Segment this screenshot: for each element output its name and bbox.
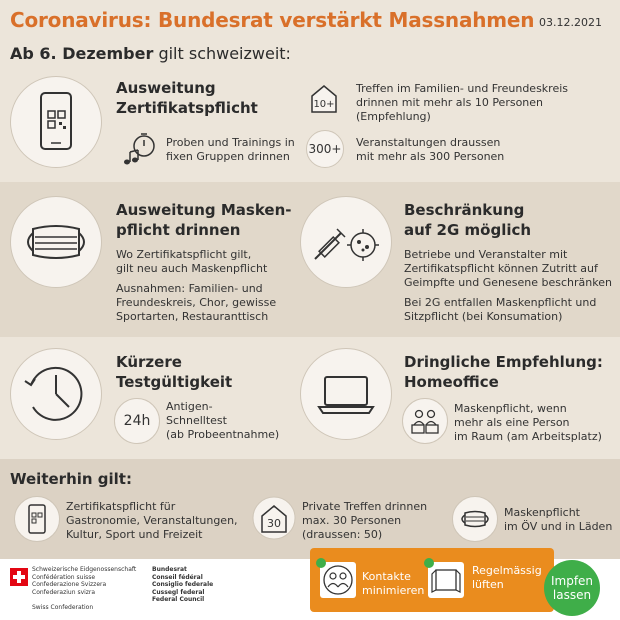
section-2g-heading: Beschränkung auf 2G möglich: [404, 201, 532, 239]
check-icon: [424, 558, 434, 568]
house-30-icon: [252, 496, 296, 540]
swiss-flag-icon: [10, 568, 28, 586]
mask-text-1: Wo Zertifikatspflicht gilt, gilt neu auch Maskenpflicht: [116, 248, 268, 275]
2g-text-1: Betriebe und Veranstalter mit Zertifikatspflicht können Zutritt auf Geimpfte und Genesene beschränken: [404, 248, 612, 289]
section-certificate-heading: Ausweitung Zertifikatspflicht: [116, 79, 258, 117]
continuing-private-text: Private Treffen drinnen max. 30 Personen (draussen: 50): [302, 500, 428, 541]
svg-text:30: 30: [267, 517, 281, 530]
test-text: Antigen- Schnelltest (ab Probeentnahme): [166, 400, 280, 441]
lueften-text: Regelmässig lüften: [472, 564, 542, 591]
phone-qr-icon: [10, 76, 102, 168]
music-timer-icon: [118, 128, 162, 172]
swiss-confederation-text: Swiss Confederation: [32, 604, 94, 611]
item-family-meetings: Treffen im Familien- und Freundeskreis drinnen mit mehr als 10 Personen (Empfehlung): [356, 82, 569, 123]
mask-text-2: Ausnahmen: Familien- und Freundeskreis, Chor, gewisse Sportarten, Restauranttisch: [116, 282, 277, 323]
date-label: 03.12.2021: [539, 16, 602, 29]
section-homeoffice-heading: Dringliche Empfehlung: Homeoffice: [404, 353, 603, 391]
kontakte-text: Kontakte minimieren: [362, 570, 425, 597]
badge-300-icon: 300+: [306, 130, 344, 168]
office-people-icon: [402, 398, 448, 444]
section-test-heading: Kürzere Testgültigkeit: [116, 353, 233, 391]
mask-icon: [10, 196, 102, 288]
confederation-text: Schweizerische Eidgenossenschaft Confédération suisse Confederazione Svizzera Confederaziun svizra: [32, 566, 137, 596]
check-icon: [316, 558, 326, 568]
clock-icon: [10, 348, 102, 440]
continuing-transport-text: Maskenpflicht im ÖV und in Läden: [504, 506, 613, 533]
svg-text:10+: 10+: [313, 99, 335, 110]
homeoffice-text: Maskenpflicht, wenn mehr als eine Person im Raum (am Arbeitsplatz): [454, 402, 602, 443]
page-title: Coronavirus: Bundesrat verstärkt Massnahmen: [10, 8, 535, 32]
continuing-heading: Weiterhin gilt:: [10, 470, 132, 488]
people-icon: [320, 562, 356, 598]
mask-small-icon: [452, 496, 498, 542]
house-10-icon: [306, 80, 342, 116]
syringe-virus-icon: [300, 196, 392, 288]
item-outdoor-events: Veranstaltungen draussen mit mehr als 300 Personen: [356, 136, 505, 163]
24h-icon: 24h: [114, 398, 160, 444]
phone-qr-small-icon: [14, 496, 60, 542]
continuing-certificate-text: Zertifikatspflicht für Gastronomie, Veranstaltungen, Kultur, Sport und Freizeit: [66, 500, 238, 541]
subtitle: Ab 6. Dezember gilt schweizweit:: [10, 44, 291, 63]
federal-council-text: Bundesrat Conseil fédéral Consiglio federale Cussegl federal Federal Council: [152, 566, 214, 603]
section-mask-heading: Ausweitung Masken- pflicht drinnen: [116, 201, 292, 239]
2g-text-2: Bei 2G entfallen Maskenpflicht und Sitzpflicht (bei Konsumation): [404, 296, 597, 323]
laptop-icon: [300, 348, 392, 440]
impfen-badge: Impfen lassen: [544, 560, 600, 616]
item-rehearsals: Proben und Trainings in fixen Gruppen drinnen: [166, 136, 295, 163]
window-icon: [428, 562, 464, 598]
